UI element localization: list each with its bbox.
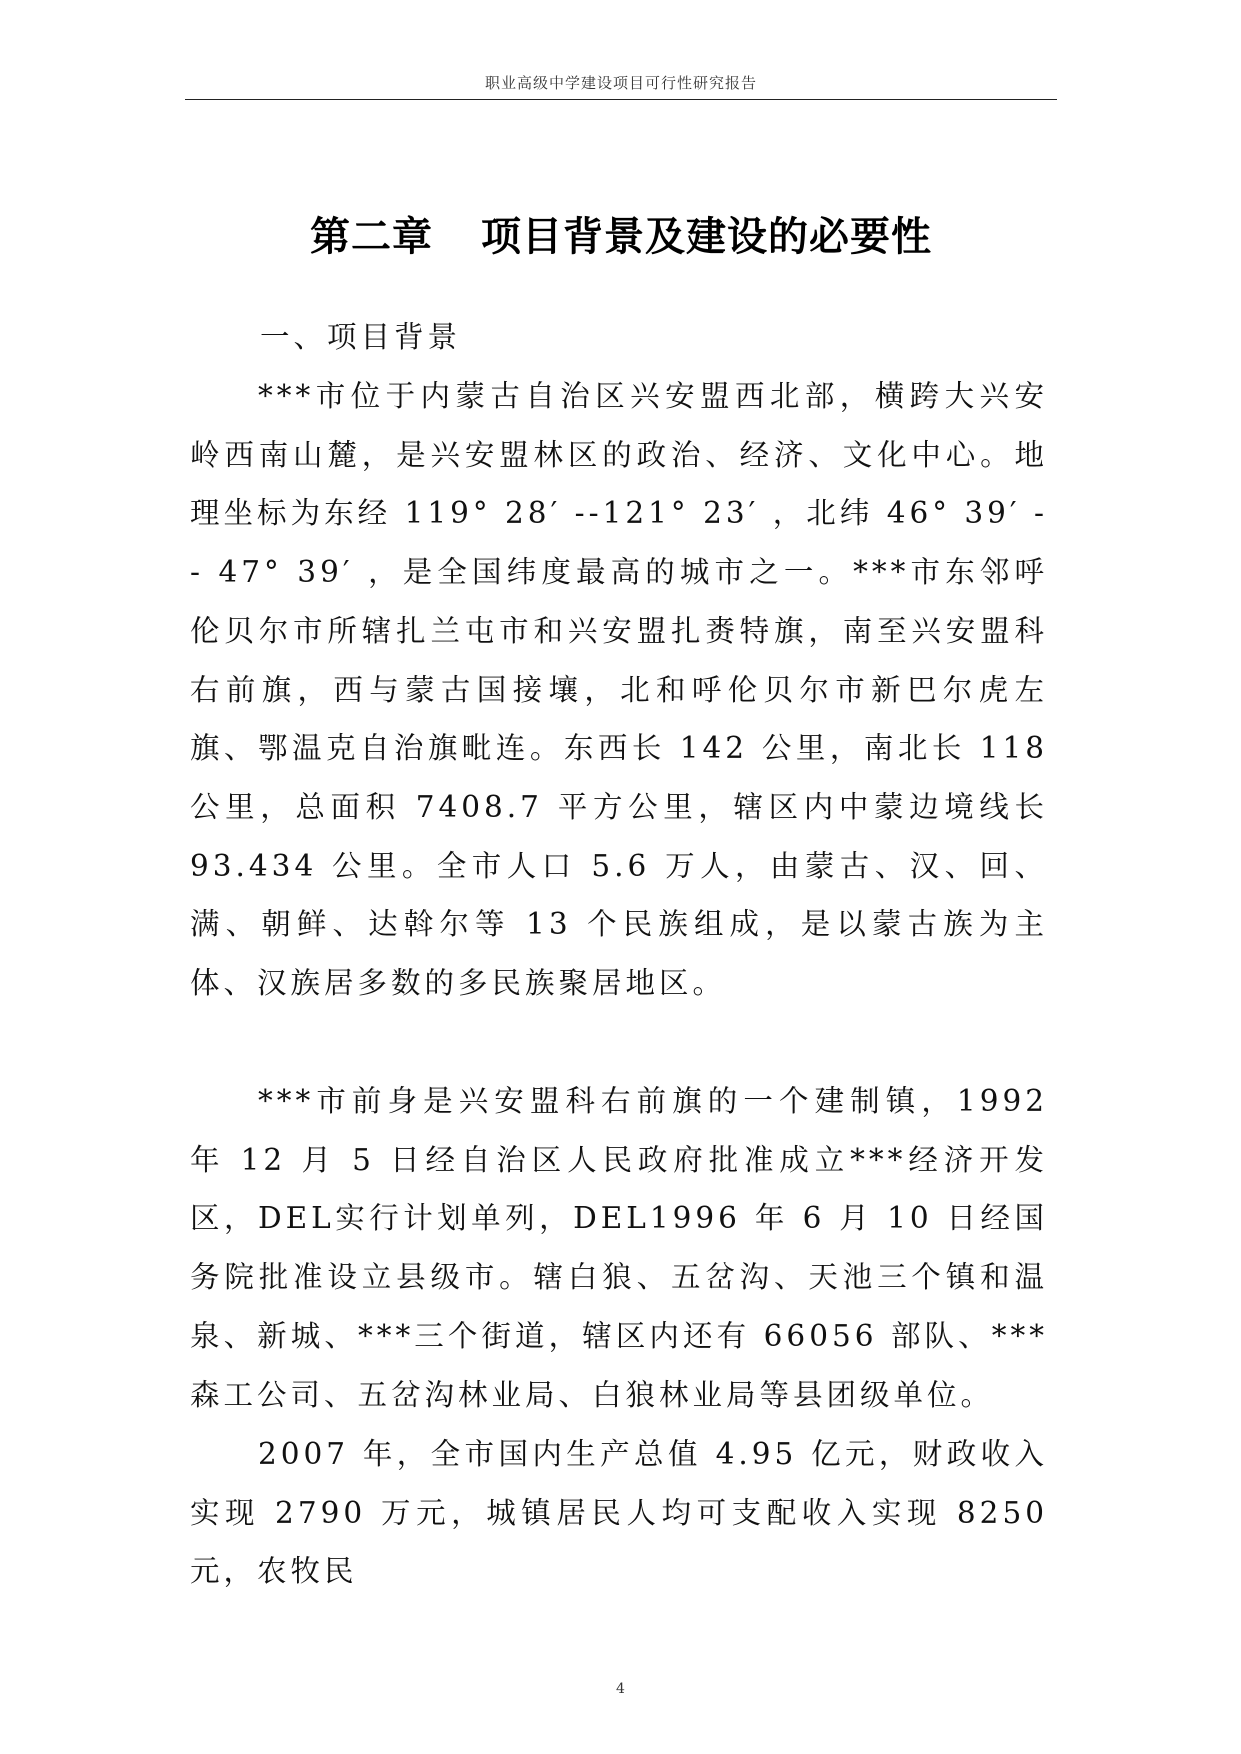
header-rule xyxy=(185,99,1057,100)
section-heading: 一、项目背景 xyxy=(260,320,462,354)
chapter-number: 第二章 xyxy=(310,214,433,260)
chapter-title xyxy=(185,205,1057,262)
paragraph: 2007 年，全市国内生产总值 4.95 亿元，财政收入实现 2790 万元，城镇居民人均可支配收入实现 8250 元，农牧民 xyxy=(190,1437,1048,1589)
page-number: 4 xyxy=(616,1681,625,1697)
chapter-title-text: 项目背景及建设的必要性 xyxy=(481,214,932,260)
running-header: 职业高级中学建设项目可行性研究报告 xyxy=(484,74,757,92)
paragraph: ***市位于内蒙古自治区兴安盟西北部，横跨大兴安岭西南山麓，是兴安盟林区的政治、经济、文化中心。地理坐标为东经 119° 28′ --121° 23′ ，北纬 46° 39′ -- 47° 39′ ，是全国纬度最高的城市之一。***市东邻呼伦贝尔市所辖扎兰屯市和兴安盟扎赉特旗，南至兴安盟科右前旗，西与蒙古国接壤，北和呼伦贝尔市新巴尔虎左旗、鄂温克自治旗毗连。东西长 142 公里，南北长 118 公里，总面积 7408.7 平方公里，辖区内中蒙边境线长 93.434 公里。全市人口 5.6 万人，由蒙古、汉、回、满、朝鲜、达斡尔等 13 个民族组成，是以蒙古族为主体、汉族居多数的多民族聚居地区。 xyxy=(190,379,1048,1001)
paragraph: ***市前身是兴安盟科右前旗的一个建制镇，1992 年 12 月 5 日经自治区人民政府批准成立***经济开发区，DEL实行计划单列，DEL1996 年 6 月 10 日经国务院批准设立县级市。辖白狼、五岔沟、天池三个镇和温泉、新城、***三个街道，辖区内还有 66056 部队、***森工公司、五岔沟林业局、白狼林业局等县团级单位。 xyxy=(190,1084,1048,1412)
